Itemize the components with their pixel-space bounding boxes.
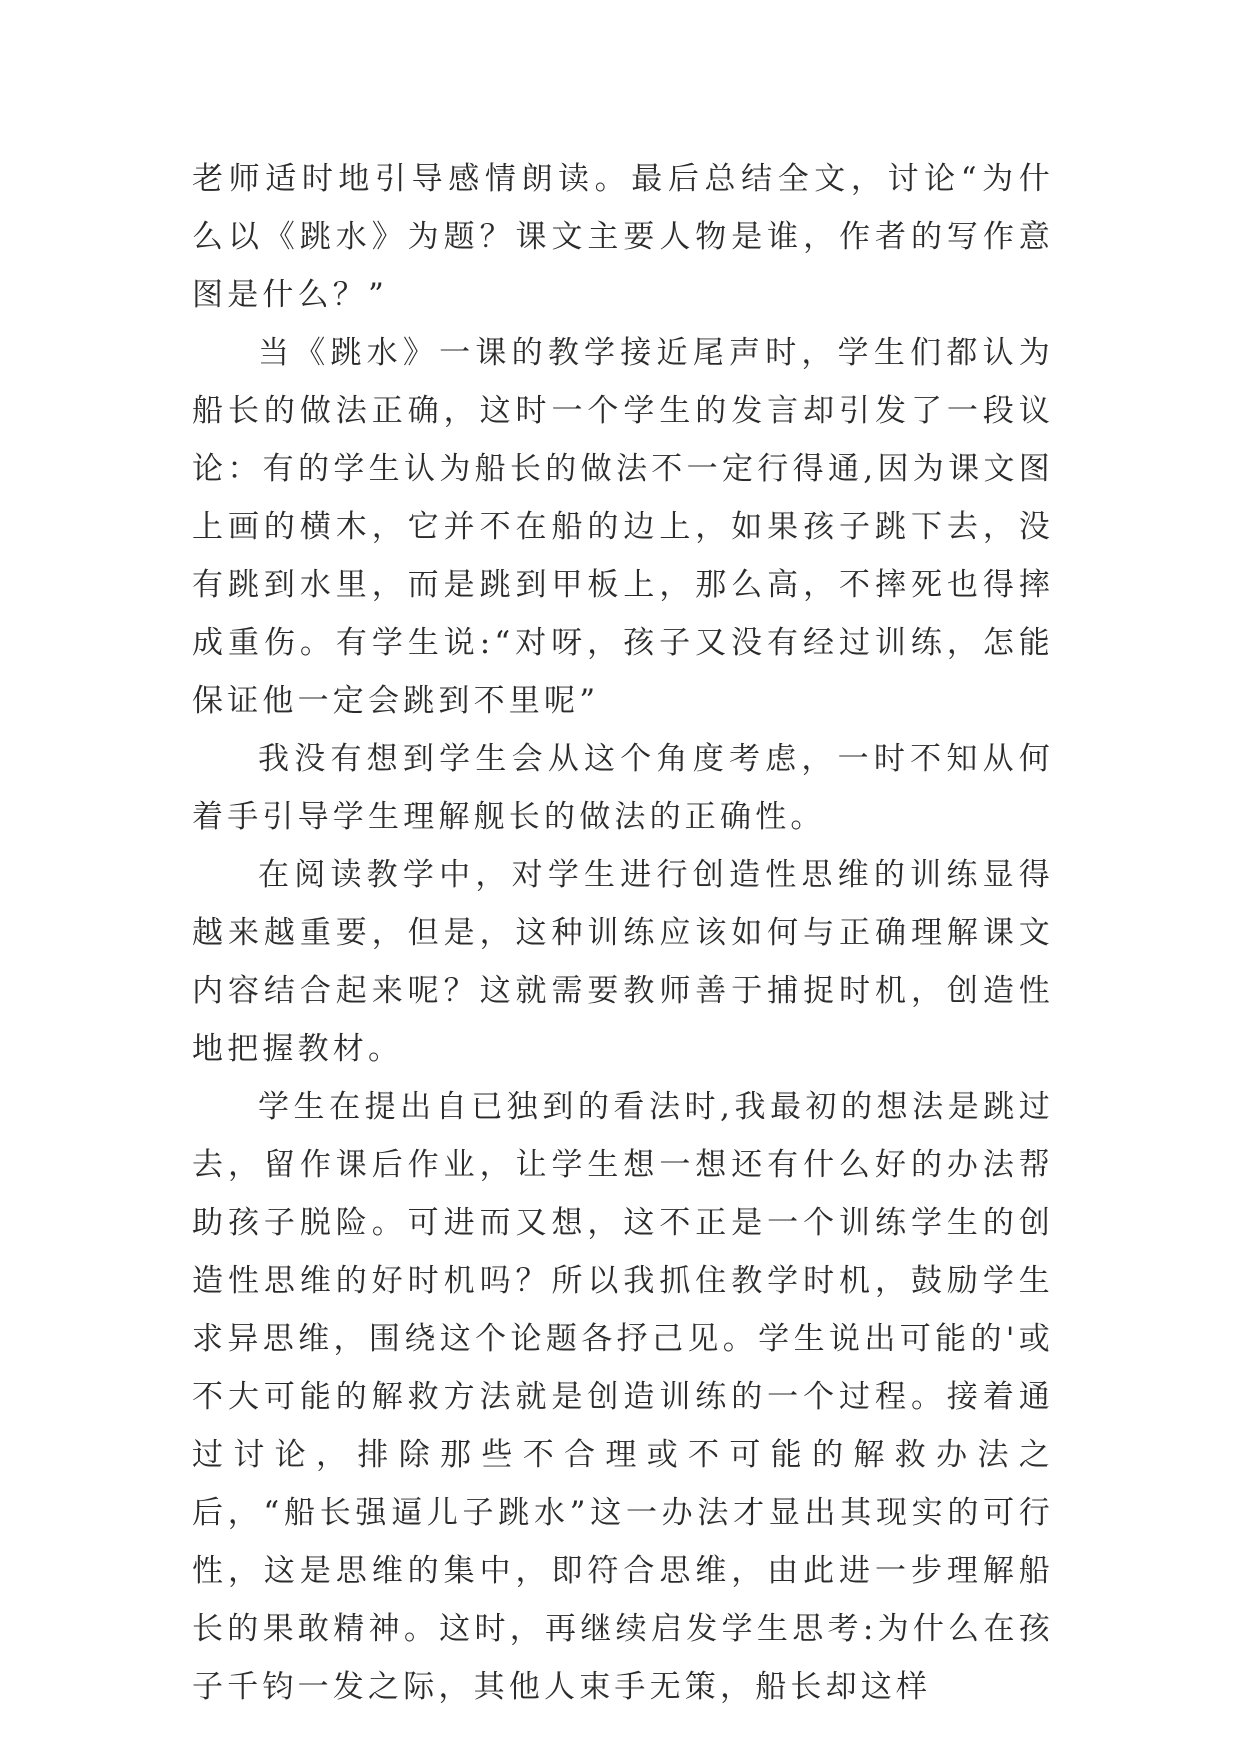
paragraph-3: 我没有想到学生会从这个角度考虑，一时不知从何着手引导学生理解舰长的做法的正确性。	[192, 741, 1054, 835]
paragraph-2: 当《跳水》一课的教学接近尾声时，学生们都认为船长的做法正确，这时一个学生的发言却引发了一段议论：有的学生认为船长的做法不一定行得通,因为课文图上画的横木，它并不在船的边上，如果孩子跳下去，没有跳到水里，而是跳到甲板上，那么高，不摔死也得摔成重伤。有学生说:“对呀，孩子又没有经过训练，怎能保证他一定会跳到不里呢”	[192, 335, 1054, 719]
paragraph-1: 老师适时地引导感情朗读。最后总结全文，讨论“为什么以《跳水》为题？课文主要人物是谁，作者的写作意图是什么？”	[192, 161, 1054, 313]
paragraph-4: 在阅读教学中，对学生进行创造性思维的训练显得越来越重要，但是，这种训练应该如何与正确理解课文内容结合起来呢？这就需要教师善于捕捉时机，创造性地把握教材。	[192, 857, 1054, 1067]
document-body	[192, 150, 1054, 1716]
paragraph-5: 学生在提出自已独到的看法时,我最初的想法是跳过去，留作课后作业，让学生想一想还有什么好的办法帮助孩子脱险。可进而又想，这不正是一个训练学生的创造性思维的好时机吗？所以我抓住教学时机，鼓励学生求异思维，围绕这个论题各抒己见。学生说出可能的'或不大可能的解救方法就是创造训练的一个过程。接着通过讨论，排除那些不合理或不可能的解救办法之后，“船长强逼儿子跳水”这一办法才显出其现实的可行性，这是思维的集中，即符合思维，由此进一步理解船长的果敢精神。这时，再继续启发学生思考:为什么在孩子千钧一发之际，其他人束手无策，船长却这样	[192, 1089, 1054, 1705]
